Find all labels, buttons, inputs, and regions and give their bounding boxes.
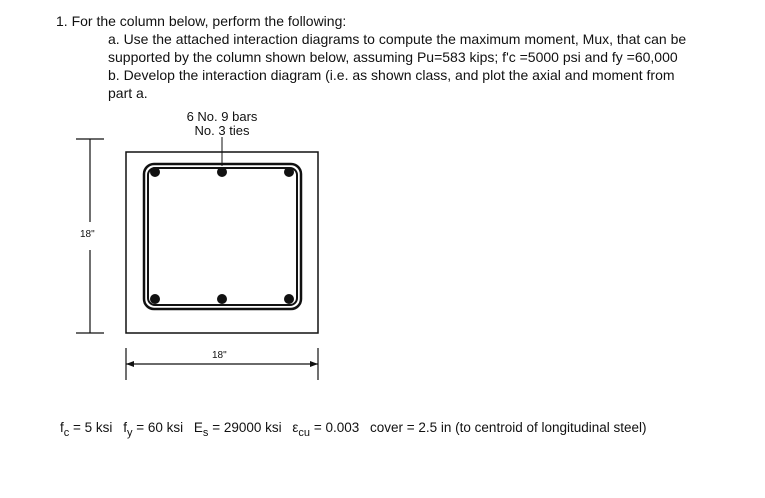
design-parameters bbox=[60, 420, 647, 439]
question-heading: 1. For the column below, perform the following: bbox=[56, 13, 347, 29]
rebar-top-right bbox=[284, 167, 294, 177]
rebar-top-middle bbox=[217, 167, 227, 177]
fc-symbol: f bbox=[60, 420, 64, 435]
part-b-line-2: part a. bbox=[108, 85, 148, 101]
label-ties: No. 3 ties bbox=[194, 123, 250, 138]
dim-h-arrow-left bbox=[126, 361, 134, 367]
cover-text: cover = 2.5 in (to centroid of longitudinal steel) bbox=[370, 420, 647, 435]
ecu-sub: cu bbox=[298, 427, 311, 439]
dim-h-arrow-right bbox=[310, 361, 318, 367]
rebar-bottom-right bbox=[284, 294, 294, 304]
es-value: = 29000 ksi bbox=[212, 420, 282, 435]
part-b-line-1: b. Develop the interaction diagram (i.e. as shown class, and plot the axial and moment from bbox=[108, 67, 675, 83]
es-sub: s bbox=[202, 427, 209, 439]
fy-sub: y bbox=[126, 427, 133, 439]
fy-symbol: f bbox=[123, 420, 127, 435]
dim-horizontal-label: 18" bbox=[212, 350, 227, 361]
fc-sub: c bbox=[63, 427, 70, 439]
es-symbol: E bbox=[193, 420, 203, 435]
rebar-bottom-left bbox=[150, 294, 160, 304]
rebar-top-left bbox=[150, 167, 160, 177]
ecu-value: = 0.003 bbox=[313, 420, 360, 435]
dim-vertical-label: 18" bbox=[80, 229, 95, 240]
fc-value: = 5 ksi bbox=[73, 420, 113, 435]
rebar-bottom-middle bbox=[217, 294, 227, 304]
part-a-line-2: supported by the column shown below, assuming Pu=583 kips; f'c =5000 psi and fy =60,000 bbox=[108, 49, 678, 65]
part-a-line-1: a. Use the attached interaction diagrams to compute the maximum moment, Mux, that can be bbox=[108, 31, 687, 47]
label-bars: 6 No. 9 bars bbox=[186, 109, 258, 124]
fy-value: = 60 ksi bbox=[136, 420, 184, 435]
tie-outer bbox=[144, 164, 301, 309]
tie-inner bbox=[148, 168, 297, 305]
ecu-symbol: ε bbox=[292, 420, 299, 435]
